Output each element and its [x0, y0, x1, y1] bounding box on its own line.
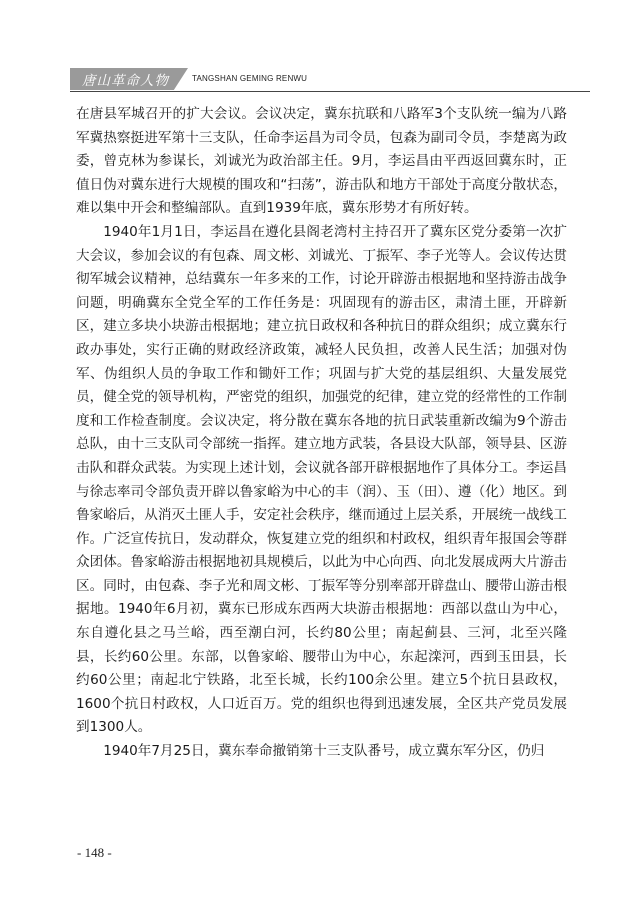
body-text: [76, 103, 567, 764]
header-title-en: TANGSHAN GEMING RENWU: [192, 74, 308, 83]
paragraph-2: 1940年1月1日，李运昌在遵化县阁老湾村主持召开了冀东区党分委第一次扩大会议，参加会议的有包森、周文彬、刘诚光、丁振军、李子光等人。会议传达贯彻军城会议精神，总结冀东一年多来的工作，讨论开辟游击根据地和坚持游击战争问题，明确冀东全党全军的工作任务是：巩固现有的游击区，肃清土匪，开辟新区，建立多块小块游击根据地；建立抗日政权和各种抗日的群众组织；成立冀东行政办事处，实行正确的财政经济政策，减轻人民负担，改善人民生活；加强对伪军、伪组织人员的争取工作和锄奸工作；巩固与扩大党的基层组织、大量发展党员，健全党的领导机构，严密党的组织，加强党的纪律，建立党的经常性的工作制度和工作检查制度。会议决定，将分散在冀东各地的抗日武装重新改编为9个游击总队，由十三支队司令部统一指挥。建立地方武装，各县设大队部，领导县、区游击队和群众武装。为实现上述计划，会议就各部开辟根据地作了具体分工。李运昌与徐志率司令部负责开辟以鲁家峪为中心的丰（润）、玉（田）、遵（化）地区。到鲁家峪后，从消灭土匪人手，安定社会秩序，继而通过上层关系，开展统一战线工作。广泛宣传抗日，发动群众，恢复建立党的组织和村政权，组织青年报国会等群众团体。鲁家峪游击根据地初具规模后，以此为中心向西、向北发展成两大片游击区。同时，由包森、李子光和周文彬、丁振军等分别率部开辟盘山、腰带山游击根据地。1940年6月初，冀东已形成东西两大块游击根据地：西部以盘山为中心，东自遵化县之马兰峪，西至潮白河，长约80公里；南起蓟县、三河，北至兴隆县，长约60公里。东部，以鲁家峪、腰带山为中心，东起滦河，西到玉田县，长约60公里；南起北宁铁路，北至长城，长约100余公里。建立5个抗日县政权，1600个抗日村政权，人口近百万。党的组织也得到迅速发展，全区共产党员发展到1300人。: [76, 223, 567, 736]
paragraph-3: 1940年7月25日，冀东奉命撤销第十三支队番号，成立冀东军分区，仍归: [103, 743, 545, 760]
header-title-cn: 唐山革命人物: [82, 73, 169, 89]
running-header: [70, 68, 590, 92]
header-divider: [70, 91, 590, 92]
page-number: - 148 -: [77, 845, 112, 860]
paragraph-1: 在唐县军城召开的扩大会议。会议决定，冀东抗联和八路军3个支队统一编为八路军冀热察挺进军第十三支队，任命李运昌为司令员，包森为副司令员，李楚离为政委，曾克林为参谋长，刘诚光为政治部主任。9月，李运昌由平西返回冀东时，正值日伪对冀东进行大规模的围攻和“扫荡”，游击队和地方干部处于高度分散状态，难以集中开会和整编部队。直到1939年底，冀东形势才有所好转。: [76, 106, 567, 217]
